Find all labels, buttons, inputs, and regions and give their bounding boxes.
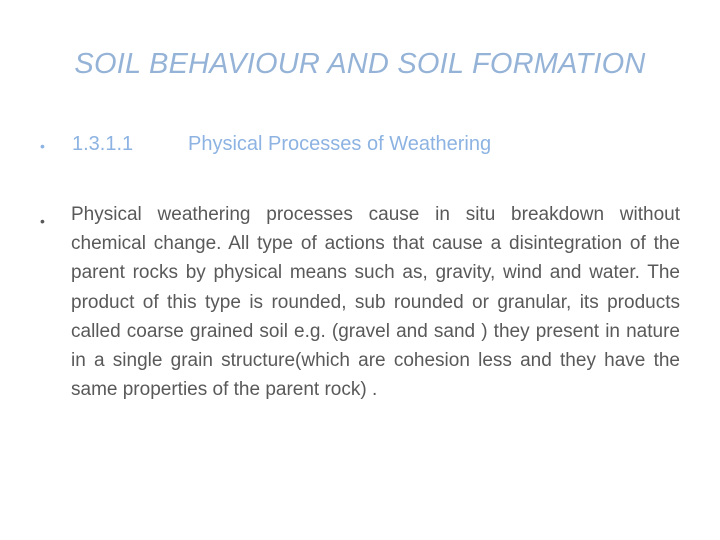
section-number: 1.3.1.1 bbox=[72, 133, 134, 155]
body-paragraph bbox=[40, 200, 680, 404]
body-text: Physical weathering processes cause in situ breakdown without chemical change. All type of actions that cause a disintegration of the parent rocks by physical means such as, gravity, wind and water. The product of this type is rounded, sub rounded or granular, its products called coarse grained soil e.g. (gravel and sand ) they present in nature in a single grain structure(which are cohesion less and they have the same properties of the parent rock) . bbox=[71, 204, 680, 401]
bullet-icon: • bbox=[40, 138, 45, 154]
slide-title: SOIL BEHAVIOUR AND SOIL FORMATION bbox=[74, 48, 646, 80]
section-heading bbox=[40, 133, 700, 159]
section-heading-text: Physical Processes of Weathering bbox=[188, 133, 492, 155]
bullet-icon: • bbox=[40, 213, 45, 229]
